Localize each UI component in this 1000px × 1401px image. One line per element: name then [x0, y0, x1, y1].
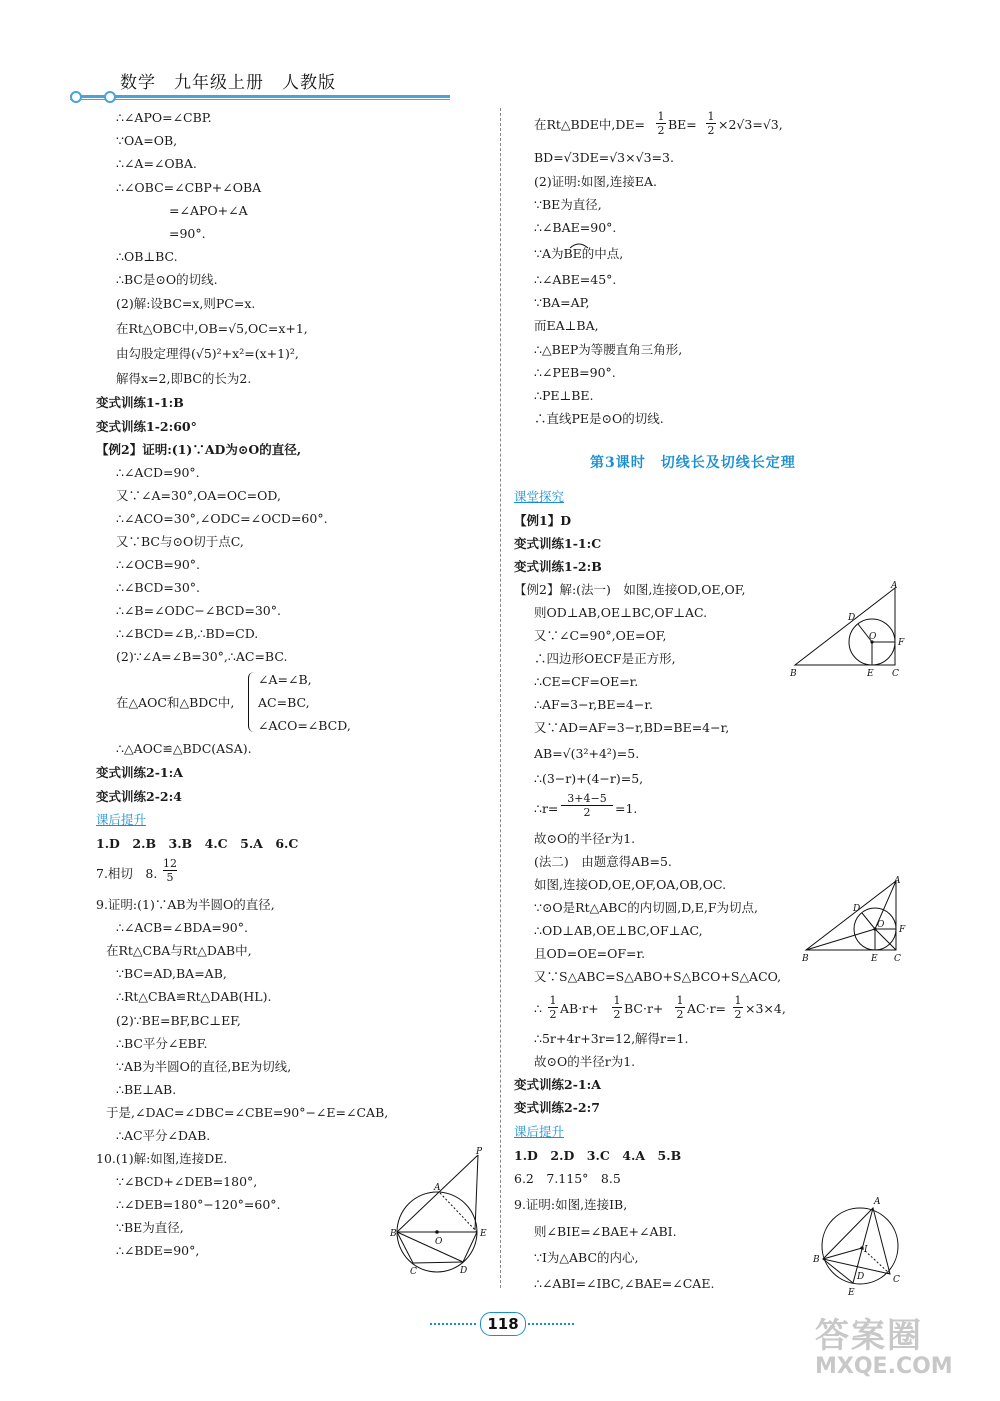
header-circle-ornament	[70, 91, 82, 103]
text-line: ∴∠OCB=90°.	[116, 557, 201, 572]
figure-label: D	[460, 1266, 468, 1276]
watermark-logo-text: 答案圈	[815, 1316, 923, 1356]
text-line: ∵I为△ABC的内心,	[534, 1250, 639, 1265]
text-line: 9.证明:(1)∵AB为半圆O的直径,	[96, 897, 275, 912]
text-line: ∴∠B=∠ODC−∠BCD=30°.	[116, 603, 281, 618]
figure-label: E	[480, 1229, 487, 1239]
figure-label: C	[894, 954, 901, 963]
text-line: ∴∠BCD=∠B,∴BD=CD.	[116, 626, 259, 641]
figure-label: O	[869, 632, 877, 642]
text-line: 解得x=2,即BC的长为2.	[116, 371, 252, 386]
fraction-denominator: 5	[166, 871, 174, 884]
text-line: ∵BA=AP,	[534, 295, 590, 310]
fraction	[548, 994, 558, 1021]
figure-label: O	[877, 920, 885, 930]
figure-label: C	[893, 1275, 900, 1285]
text-line: ∵AB为半圆O的直径,BE为切线,	[116, 1059, 292, 1074]
section-heading: 课堂探究	[514, 489, 565, 504]
example-heading: 【例2】证明:(1)∵AD为⊙O的直径,	[96, 442, 302, 457]
text-line: ∴PE⊥BE.	[534, 388, 594, 403]
fraction-denominator: 2	[583, 806, 591, 819]
text-line: ∴∠A=∠OBA.	[116, 156, 197, 171]
figure-incircle-1	[785, 578, 910, 678]
fraction-numerator: 1	[734, 994, 742, 1007]
text-line: ∴r=	[534, 801, 559, 816]
text-line: AB·r+	[560, 1001, 599, 1016]
text-line: ∴BC是⊙O的切线.	[116, 272, 218, 287]
text-line: 则OD⊥AB,OE⊥BC,OF⊥AC.	[534, 605, 708, 620]
text-line: BD=√3DE=√3×√3=3.	[534, 150, 674, 165]
fraction	[656, 110, 666, 137]
text-line: ∴∠BDE=90°,	[116, 1243, 200, 1258]
text-line: 故⊙O的半径r为1.	[534, 831, 636, 846]
fraction-numerator: 12	[163, 857, 177, 870]
text-line: ∴BE⊥AB.	[116, 1082, 177, 1097]
text-line: ∵BC=AD,BA=AB,	[116, 966, 227, 981]
text-line: ∵BE为直径,	[534, 197, 602, 212]
text-line: ∵∠BCD+∠DEB=180°,	[116, 1174, 258, 1189]
text-line: ∴BC平分∠EBF.	[116, 1036, 208, 1051]
text-line: (2)证明:如图,连接EA.	[534, 174, 658, 189]
figure-label: B	[802, 954, 809, 963]
text-line: ∴(3−r)+(4−r)=5,	[534, 771, 644, 786]
figure-label: B	[790, 669, 797, 678]
fraction-numerator: 1	[613, 994, 621, 1007]
text-line: ∴AC平分∠DAB.	[116, 1128, 211, 1143]
page-number-badge	[430, 1312, 575, 1336]
text-line: =90°.	[169, 226, 206, 241]
fraction-denominator: 2	[676, 1008, 684, 1021]
answer-line: 变式训练2-2:7	[514, 1100, 600, 1115]
text-line: 6.2 7.115° 8.5	[514, 1171, 621, 1186]
text-line: 又∵∠C=90°,OE=OF,	[534, 628, 667, 643]
text-line: ∴△AOC≌△BDC(ASA).	[116, 741, 252, 756]
header-circle-ornament	[104, 91, 116, 103]
figure-label: D	[857, 1272, 865, 1282]
text-line: ∴△BEP为等腰直角三角形,	[534, 342, 683, 357]
fraction	[733, 994, 743, 1021]
figure-label: A	[874, 1197, 881, 1207]
fraction-numerator: 1	[707, 110, 715, 123]
figure-label: O	[435, 1237, 443, 1247]
header-rule	[70, 95, 450, 98]
lesson-title: 第3课时 切线长及切线长定理	[590, 455, 796, 471]
text-line: ∴四边形OECF是正方形,	[534, 651, 676, 666]
figure-label: B	[813, 1255, 820, 1265]
text-line: ×3×4,	[745, 1001, 786, 1016]
text-line: ∴∠ACD=90°.	[116, 465, 200, 480]
fraction-numerator: 3+4−5	[561, 792, 613, 806]
watermark-url: MXQE.COM	[815, 1354, 953, 1379]
text-line: ∴∠ACO=30°,∠ODC=∠OCD=60°.	[116, 511, 328, 526]
text-line: 又∵S△ABC=S△ABO+S△BCO+S△ACO,	[534, 969, 782, 984]
text-line: =∠APO+∠A	[169, 203, 248, 218]
figure-circle-tangent	[390, 1145, 500, 1280]
text-line: AC·r=	[687, 1001, 727, 1016]
text-line: ∴∠DEB=180°−120°=60°.	[116, 1197, 281, 1212]
figure-label: C	[892, 669, 899, 678]
arc-mark	[568, 241, 590, 249]
text-line: ∴∠ABI=∠IBC,∠BAE=∠CAE.	[534, 1276, 715, 1291]
text-line: (2)解:设BC=x,则PC=x.	[116, 296, 256, 311]
figure-label: C	[410, 1267, 417, 1277]
fraction-numerator: 1	[676, 994, 684, 1007]
fraction	[163, 857, 177, 884]
text-line: 7.相切 8.	[96, 866, 158, 881]
text-line: 又∵AD=AF=3−r,BD=BE=4−r,	[534, 720, 730, 735]
text-line: ∴OB⊥BC.	[116, 249, 178, 264]
text-line: AC=BC,	[258, 695, 310, 710]
fraction-numerator: 1	[657, 110, 665, 123]
answer-line: 变式训练1-2:60°	[96, 419, 197, 434]
column-divider	[500, 108, 501, 1288]
answer-line: 变式训练1-2:B	[514, 559, 602, 574]
text-line: 在Rt△OBC中,OB=√5,OC=x+1,	[116, 321, 308, 336]
text-line: ∴∠OBC=∠CBP+∠OBA	[116, 180, 262, 195]
fraction	[561, 792, 613, 819]
figure-label: E	[867, 669, 874, 678]
text-line: =1.	[615, 801, 638, 816]
text-line: AB=√(3²+4²)=5.	[534, 746, 640, 761]
figure-label: I	[864, 1245, 868, 1255]
text-line: ∵BE为直径,	[116, 1220, 184, 1235]
text-line: 在△AOC和△BDC中,	[116, 695, 235, 710]
text-line: ∴∠ACB=∠BDA=90°.	[116, 920, 248, 935]
text-line: ∴5r+4r+3r=12,解得r=1.	[534, 1031, 689, 1046]
figure-label: P	[476, 1147, 483, 1157]
fraction	[675, 994, 685, 1021]
example-heading: 【例2】解:(法一) 如图,连接OD,OE,OF,	[514, 582, 746, 597]
figure-label: D	[848, 613, 856, 623]
text-line: ∴CE=CF=OE=r.	[534, 674, 639, 689]
fraction	[612, 994, 622, 1021]
text-line: ∴	[534, 1001, 542, 1016]
figure-incircle-2	[800, 875, 910, 963]
text-line: ∴∠BAE=90°.	[534, 220, 617, 235]
fraction	[706, 110, 716, 137]
text-line: 则∠BIE=∠BAE+∠ABI.	[534, 1224, 677, 1239]
text-line: 10.(1)解:如图,连接DE.	[96, 1151, 228, 1166]
text-line: ∵OA=OB,	[116, 133, 178, 148]
text-line: ∴Rt△CBA≌Rt△DAB(HL).	[116, 989, 272, 1004]
figure-label: E	[871, 954, 878, 963]
text-line: BC·r+	[624, 1001, 664, 1016]
text-line: (法二) 由题意得AB=5.	[534, 854, 672, 869]
figure-label: F	[898, 638, 905, 648]
text-line: 由勾股定理得(√5)²+x²=(x+1)²,	[116, 346, 299, 361]
page-number: 118	[480, 1312, 526, 1336]
fraction-denominator: 2	[657, 124, 665, 137]
fraction-denominator: 2	[707, 124, 715, 137]
text-line: ∵A为BE的中点,	[534, 246, 624, 261]
text-line: ∴∠APO=∠CBP.	[116, 110, 212, 125]
text-line: ∴OD⊥AB,OE⊥BC,OF⊥AC,	[534, 923, 703, 938]
section-heading: 课后提升	[96, 812, 147, 827]
text-line: ∴∠BCD=30°.	[116, 580, 201, 595]
text-line: 9.证明:如图,连接IB,	[514, 1197, 628, 1212]
text-line: ∴AF=3−r,BE=4−r.	[534, 697, 653, 712]
fraction-numerator: 1	[549, 994, 557, 1007]
figure-label: B	[390, 1229, 397, 1239]
answer-line: 变式训练2-1:A	[514, 1077, 601, 1092]
figure-label: A	[891, 581, 898, 591]
header-title: 数学 九年级上册 人教版	[120, 73, 336, 93]
example-heading: 【例1】D	[514, 513, 572, 528]
text-line: ∴∠ABE=45°.	[534, 272, 617, 287]
answer-line: 变式训练2-2:4	[96, 789, 182, 804]
text-line: 于是,∠DAC=∠DBC=∠CBE=90°−∠E=∠CAB,	[106, 1105, 389, 1120]
text-line: (2)∵BE=BF,BC⊥EF,	[116, 1013, 241, 1028]
text-line: 而EA⊥BA,	[534, 318, 599, 333]
text-line: 且OD=OE=OF=r.	[534, 946, 646, 961]
text-line: (2)∵∠A=∠B=30°,∴AC=BC.	[116, 649, 288, 664]
fraction-denominator: 2	[613, 1008, 621, 1021]
text-line: 又∵BC与⊙O切于点C,	[116, 534, 244, 549]
answer-line: 1.D 2.B 3.B 4.C 5.A 6.C	[96, 836, 299, 851]
page-dots-right	[528, 1323, 574, 1325]
text-line: 故⊙O的半径r为1.	[534, 1054, 636, 1069]
text-line: ∠ACO=∠BCD,	[258, 718, 351, 733]
figure-label: E	[848, 1288, 855, 1298]
figure-incenter	[808, 1190, 908, 1300]
text-line: BE=	[668, 117, 697, 132]
answer-line: 1.D 2.D 3.C 4.A 5.B	[514, 1148, 682, 1163]
text-line: ∴∠PEB=90°.	[534, 365, 616, 380]
answer-line: 变式训练2-1:A	[96, 765, 183, 780]
header-rule-thin	[70, 99, 450, 100]
text-line: ∵⊙O是Rt△ABC的内切圆,D,E,F为切点,	[534, 900, 758, 915]
text-line: 在Rt△CBA与Rt△DAB中,	[106, 943, 252, 958]
text-line: 如图,连接OD,OE,OF,OA,OB,OC.	[534, 877, 727, 892]
figure-label: A	[434, 1183, 441, 1193]
text-line: 又∵∠A=30°,OA=OC=OD,	[116, 488, 281, 503]
answer-line: 变式训练1-1:B	[96, 395, 184, 410]
fraction-denominator: 2	[549, 1008, 557, 1021]
answer-line: 变式训练1-1:C	[514, 536, 602, 551]
section-heading: 课后提升	[514, 1124, 565, 1139]
text-line: ×2√3=√3,	[718, 117, 783, 132]
text-line: 在Rt△BDE中,DE=	[534, 117, 645, 132]
watermark	[815, 1318, 953, 1380]
text-line: ∴直线PE是⊙O的切线.	[534, 411, 664, 426]
page-dots-left	[430, 1323, 476, 1325]
text-line: ∠A=∠B,	[258, 672, 312, 687]
figure-label: F	[899, 925, 906, 935]
figure-label: A	[894, 876, 901, 886]
fraction-denominator: 2	[734, 1008, 742, 1021]
figure-label: D	[853, 904, 861, 914]
